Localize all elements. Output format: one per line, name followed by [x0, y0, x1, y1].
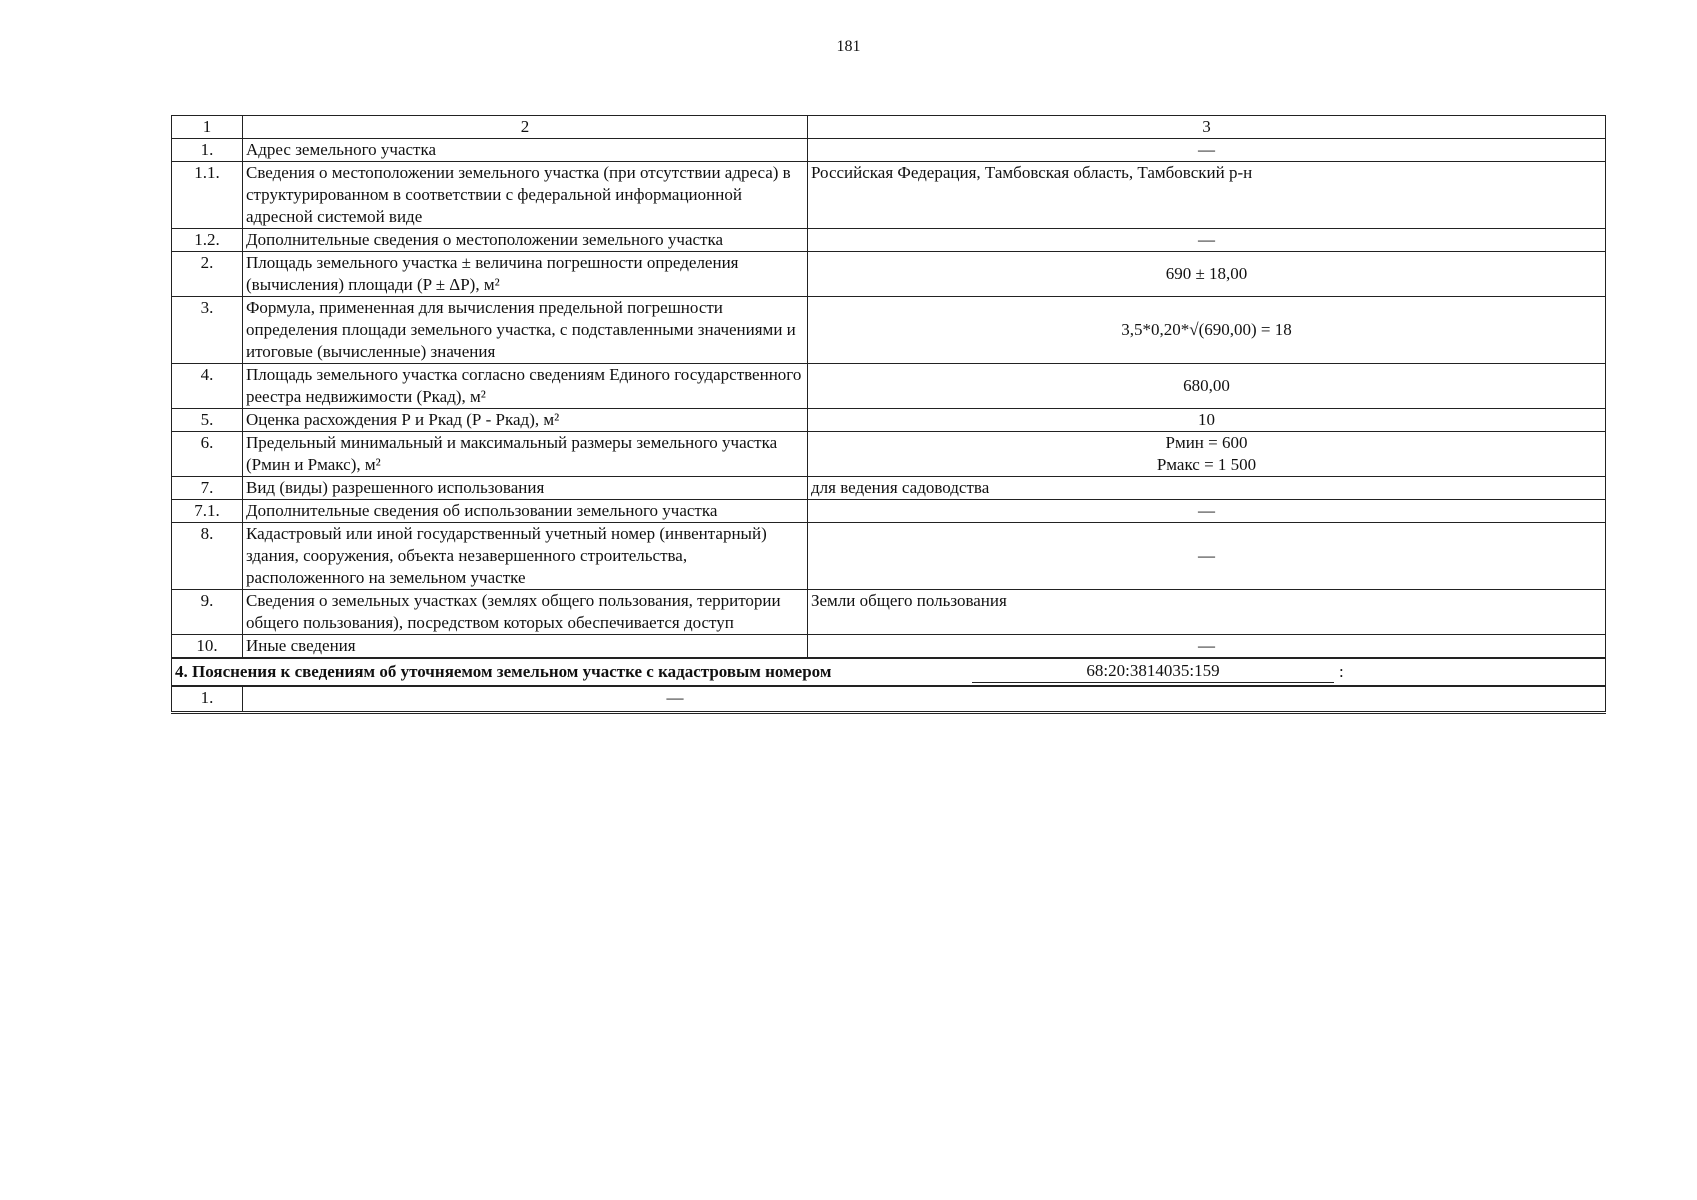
row-value: — [808, 139, 1606, 162]
row-number: 6. [172, 432, 243, 477]
min-size-value: Рмин = 600 [1165, 433, 1248, 452]
table-row [172, 409, 1606, 432]
cadastral-colon: : [1339, 662, 1344, 681]
max-size-value: Рмакс = 1 500 [1156, 455, 1257, 474]
table-row [172, 432, 1606, 477]
row-label: Формула, примененная для вычисления предельной погрешности определения площади земельного участка, с подставленными значениями и итоговые (вычисленные) значения [243, 297, 808, 364]
row-value: 3,5*0,20*√(690,00) = 18 [808, 297, 1606, 364]
explanation-value: — [666, 688, 684, 707]
table-row [172, 252, 1606, 297]
section-4-title: 4. Пояснения к сведениям об уточняемом земельном участке с кадастровым номером [175, 662, 832, 681]
row-number: 1. [172, 139, 243, 162]
row-number: 10. [172, 635, 243, 659]
table-row [172, 139, 1606, 162]
row-number: 1.1. [172, 162, 243, 229]
table-row [172, 590, 1606, 635]
row-label: Дополнительные сведения об использовании земельного участка [243, 500, 808, 523]
row-number: 4. [172, 364, 243, 409]
header-cell-1: 1 [172, 116, 243, 139]
row-value: для ведения садоводства [808, 477, 1606, 500]
row-label: Дополнительные сведения о местоположении земельного участка [243, 229, 808, 252]
table-row [172, 477, 1606, 500]
row-value: — [808, 635, 1606, 659]
section-4-row [172, 686, 1606, 713]
row-label: Предельный минимальный и максимальный размеры земельного участка (Рмин и Рмакс), м² [243, 432, 808, 477]
row-label: Сведения о местоположении земельного участка (при отсутствии адреса) в структурированном в соответствии с федеральной информационной адресной системой виде [243, 162, 808, 229]
row-value: Земли общего пользования [808, 590, 1606, 635]
row-value: — [808, 229, 1606, 252]
table-row [172, 635, 1606, 659]
row-label: Вид (виды) разрешенного использования [243, 477, 808, 500]
row-value: 10 [808, 409, 1606, 432]
table-row [172, 229, 1606, 252]
row-label: Сведения о земельных участках (землях общего пользования, территории общего пользования), посредством которых обеспечивается доступ [243, 590, 808, 635]
table-row [172, 162, 1606, 229]
cadastral-number: 68:20:3814035:159 [972, 660, 1334, 683]
row-label: Адрес земельного участка [243, 139, 808, 162]
section-4-header-row [172, 658, 1606, 686]
header-cell-2: 2 [243, 116, 808, 139]
row-value: 680,00 [808, 364, 1606, 409]
table-header-row [172, 116, 1606, 139]
row-number: 5. [172, 409, 243, 432]
row-number: 2. [172, 252, 243, 297]
table-row [172, 523, 1606, 590]
table-row [172, 297, 1606, 364]
row-label: Площадь земельного участка ± величина погрешности определения (вычисления) площади (P ± ΔP), м² [243, 252, 808, 297]
row-value: 690 ± 18,00 [808, 252, 1606, 297]
row-number: 8. [172, 523, 243, 590]
row-label: Оценка расхождения Р и Ркад (Р - Ркад), м² [243, 409, 808, 432]
row-value [243, 686, 1606, 713]
row-number: 1.2. [172, 229, 243, 252]
row-value: — [808, 500, 1606, 523]
table-row [172, 500, 1606, 523]
row-number: 1. [172, 686, 243, 713]
row-number: 7. [172, 477, 243, 500]
land-plot-info-table [171, 115, 1606, 714]
page-number: 181 [836, 38, 861, 55]
row-value: — [808, 523, 1606, 590]
row-label: Иные сведения [243, 635, 808, 659]
row-value: Российская Федерация, Тамбовская область, Тамбовский р-н [808, 162, 1606, 229]
table-row [172, 364, 1606, 409]
row-number: 9. [172, 590, 243, 635]
row-label: Площадь земельного участка согласно сведениям Единого государственного реестра недвижимости (Ркад), м² [243, 364, 808, 409]
header-cell-3: 3 [808, 116, 1606, 139]
row-label: Кадастровый или иной государственный учетный номер (инвентарный) здания, сооружения, объекта незавершенного строительства, расположенного на земельном участке [243, 523, 808, 590]
section-4-header-cell [172, 658, 1606, 686]
row-number: 7.1. [172, 500, 243, 523]
row-number: 3. [172, 297, 243, 364]
row-value-size-limits [808, 432, 1606, 477]
